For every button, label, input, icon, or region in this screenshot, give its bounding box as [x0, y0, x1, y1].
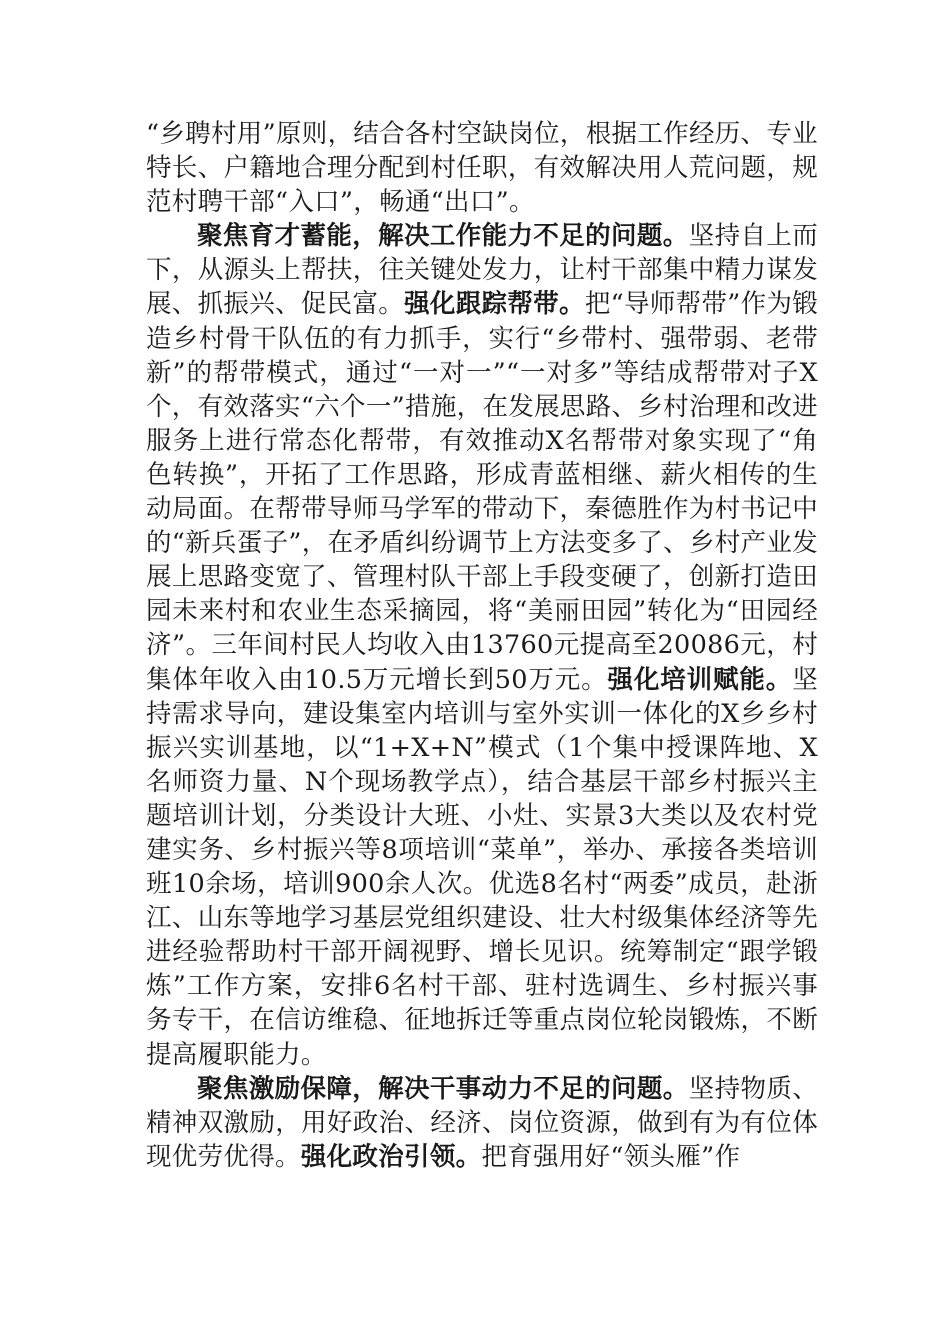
- section-heading-talent: 聚焦育才蓄能，解决工作能力不足的问题。: [197, 221, 689, 252]
- subheading-political-guidance: 强化政治引领。: [300, 1141, 482, 1172]
- paragraph-text: 坚持自上而下，从源头上帮扶，往关键处发力，让村干部集中精力谋发展、抓振兴、促民富。: [146, 221, 818, 320]
- section-heading-incentive: 聚焦激励保障，解决干事动力不足的问题。: [197, 1073, 689, 1104]
- subheading-mentoring: 强化跟踪帮带。: [404, 289, 585, 320]
- paragraph-text: 坚持物质、精神双激励，用好政治、经济、岗位资源，做到有为有位体现优劳优得。: [146, 1073, 818, 1172]
- paragraph-text: 把育强用好“领头雁”作: [481, 1141, 741, 1172]
- document-body: [146, 117, 818, 1174]
- paragraph-text: 把“导师帮带”作为锻造乡村骨干队伍的有力抓手，实行“乡带村、强带弱、老带新”的帮带模式，通过“一对一”“一对多”等结成帮带对子X个，有效落实“六个一”措施，在发展思路、乡村治理和改进服务上进行常态化帮带，有效推动X名帮带对象实现了“角色转换”，开拓了工作思路，形成青蓝相继、薪火相传的生动局面。在帮带导师马学军的带动下，秦德胜作为村书记中的“新兵蛋子”，在矛盾纠纷调节上方法变多了、乡村产业发展上思路变宽了、管理村队干部上手段变硬了，创新打造田园未来村和农业生态采摘园，将“美丽田园”转化为“田园经济”。三年间村民人均收入由13760元提高至20086元，村集体年收入由10.5万元增长到50万元。: [146, 289, 818, 695]
- paragraph-incentive: [146, 1072, 818, 1174]
- subheading-training: 强化培训赋能。: [607, 664, 793, 695]
- paragraph-text: “乡聘村用”原则，结合各村空缺岗位，根据工作经历、专业特长、户籍地合理分配到村任职，有效解决用人荒问题，规范村聘干部“入口”，畅通“出口”。: [146, 119, 818, 218]
- paragraph-talent-cultivation: [146, 219, 818, 1071]
- paragraph-text: 坚持需求导向，建设集室内培训与室外实训一体化的X乡乡村振兴实训基地，以“1+X+N”模式（1个集中授课阵地、X名师资力量、N个现场教学点），结合基层干部乡村振兴主题培训计划，分类设计大班、小灶、实景3大类以及农村党建实务、乡村振兴等8项培训“菜单”，举办、承接各类培训班10余场，培训900余人次。优选8名村“两委”成员，赴浙江、山东等地学习基层党组织建设、壮大村级集体经济等先进经验帮助村干部开阔视野、增长见识。统筹制定“跟学锻炼”工作方案，安排6名村干部、驻村选调生、乡村振兴事务专干，在信访维稳、征地拆迁等重点岗位轮岗锻炼，不断提高履职能力。: [146, 664, 818, 1070]
- paragraph-recruitment-tail: [146, 117, 818, 219]
